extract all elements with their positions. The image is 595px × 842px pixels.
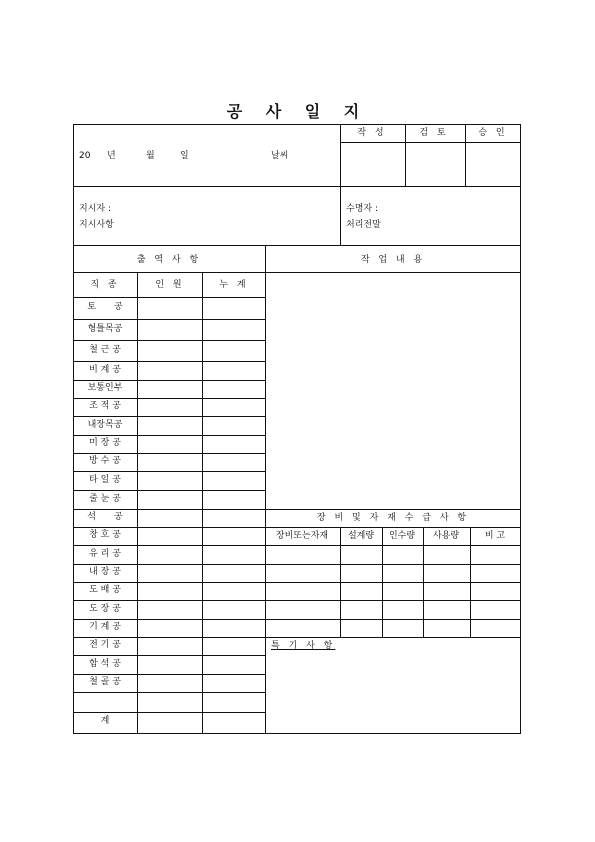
divider-line (73, 674, 137, 675)
total-label: 계 (100, 716, 110, 726)
divider-line (73, 637, 137, 638)
divider-line (137, 582, 265, 583)
divider-line (137, 545, 265, 546)
divider-line (137, 692, 265, 693)
divider-line (265, 545, 521, 546)
divider-line (73, 619, 137, 620)
trade-label: 창 호 공 (89, 530, 121, 540)
page-title: 공 사 일 지 (226, 102, 369, 121)
divider-line (265, 637, 521, 638)
divider-line (423, 527, 424, 637)
approval-sign-review[interactable] (406, 143, 465, 186)
month-unit: 월 (146, 151, 155, 161)
equipment-column-header: 설계량 (347, 531, 375, 541)
divider-line (137, 380, 265, 381)
divider-line (470, 527, 471, 637)
divider-line (202, 272, 203, 734)
processing-label: 처리전말 (346, 220, 381, 230)
divider-line (73, 545, 137, 546)
trade-label: 조 적 공 (89, 401, 121, 411)
divider-line (137, 655, 265, 656)
divider-line (73, 692, 137, 693)
trade-label: 토 공 (87, 302, 123, 312)
divider-line (265, 564, 521, 565)
divider-line (340, 527, 341, 637)
divider-line (73, 471, 137, 472)
divider-line (73, 582, 137, 583)
year-unit: 년 (107, 151, 116, 161)
work-content-header: 작 업 내 용 (360, 255, 426, 265)
divider-line (137, 361, 265, 362)
divider-line (137, 527, 265, 528)
divider-line (73, 435, 137, 436)
divider-line (340, 186, 341, 245)
divider-line (73, 186, 521, 187)
approval-written-label: 작 성 (357, 128, 387, 138)
approval-approve-label: 승 인 (478, 128, 508, 138)
divider-line (137, 319, 265, 320)
divider-line (73, 361, 137, 362)
special-notes-label: 특 기 사 항 (271, 641, 336, 651)
trade-label: 방 수 공 (89, 456, 121, 466)
equipment-column-header: 비 고 (484, 531, 506, 541)
work-content-area[interactable] (266, 273, 521, 508)
divider-line (73, 600, 137, 601)
divider-line (73, 340, 137, 341)
trade-label: 유 리 공 (89, 548, 121, 559)
divider-line (137, 435, 265, 436)
approval-sign-approve[interactable] (466, 143, 521, 186)
divider-line (137, 453, 265, 454)
trade-label: 내 장 공 (89, 567, 121, 577)
divider-line (73, 319, 137, 320)
divider-line (137, 416, 265, 417)
divider-line (265, 600, 521, 601)
trade-label: 내장목공 (87, 419, 123, 430)
divider-line (137, 564, 265, 565)
divider-line (137, 509, 265, 510)
divider-line (73, 490, 137, 491)
divider-line (137, 712, 265, 713)
divider-line (73, 245, 521, 246)
approval-sign-written[interactable] (341, 143, 405, 186)
divider-line (73, 655, 137, 656)
approval-review-label: 검 토 (419, 128, 449, 138)
cumulative-column-header: 누 계 (219, 280, 249, 290)
trade-label: 형틀목공 (87, 323, 123, 334)
trade-label: 도 장 공 (89, 603, 121, 614)
instructor-label: 지시자 : (79, 204, 111, 214)
divider-line (265, 582, 521, 583)
divider-line (137, 619, 265, 620)
divider-line (73, 527, 137, 528)
trade-label: 전 기 공 (89, 640, 121, 650)
headcount-column-header: 인 원 (155, 280, 185, 290)
trade-label: 타 일 공 (89, 474, 121, 485)
divider-line (73, 712, 137, 713)
divider-line (137, 490, 265, 491)
divider-line (382, 527, 383, 637)
year-prefix: 20 (79, 151, 91, 161)
trade-label: 철 근 공 (89, 344, 121, 355)
divider-line (265, 619, 521, 620)
trade-label: 보통인부 (87, 383, 123, 393)
trade-label: 함 석 공 (89, 658, 121, 669)
divider-line (73, 380, 137, 381)
equipment-column-header: 사용량 (432, 531, 460, 541)
divider-line (73, 297, 265, 298)
receiver-label: 수명자 : (346, 204, 378, 214)
equipment-column-header: 인수량 (388, 531, 416, 541)
divider-line (73, 453, 137, 454)
divider-line (137, 637, 265, 638)
divider-line (73, 509, 137, 510)
divider-line (137, 674, 265, 675)
divider-line (73, 416, 137, 417)
trade-label: 미 장 공 (89, 438, 121, 448)
trade-column-header: 직 종 (90, 280, 120, 290)
trade-label: 석 공 (87, 512, 123, 522)
equipment-header: 장 비 및 자 재 수 급 사 항 (316, 513, 470, 523)
special-notes-area[interactable] (266, 655, 521, 733)
divider-line (137, 398, 265, 399)
trade-label: 도 배 공 (89, 585, 121, 595)
instruction-label: 지시사항 (79, 220, 114, 230)
divider-line (137, 340, 265, 341)
divider-line (137, 471, 265, 472)
divider-line (137, 600, 265, 601)
weather-label: 날씨 (271, 151, 289, 161)
attendance-header: 출 역 사 항 (136, 255, 202, 265)
divider-line (73, 398, 137, 399)
trade-label: 비 계 공 (89, 364, 121, 375)
divider-line (73, 564, 137, 565)
trade-label: 줄 눈 공 (89, 493, 121, 504)
day-unit: 일 (180, 151, 189, 161)
divider-line (137, 272, 138, 734)
equipment-column-header: 장비또는자재 (275, 531, 329, 541)
trade-label: 기 계 공 (89, 622, 121, 632)
trade-label: 철 골 공 (89, 677, 121, 687)
divider-line (265, 509, 521, 510)
divider-line (265, 527, 521, 528)
